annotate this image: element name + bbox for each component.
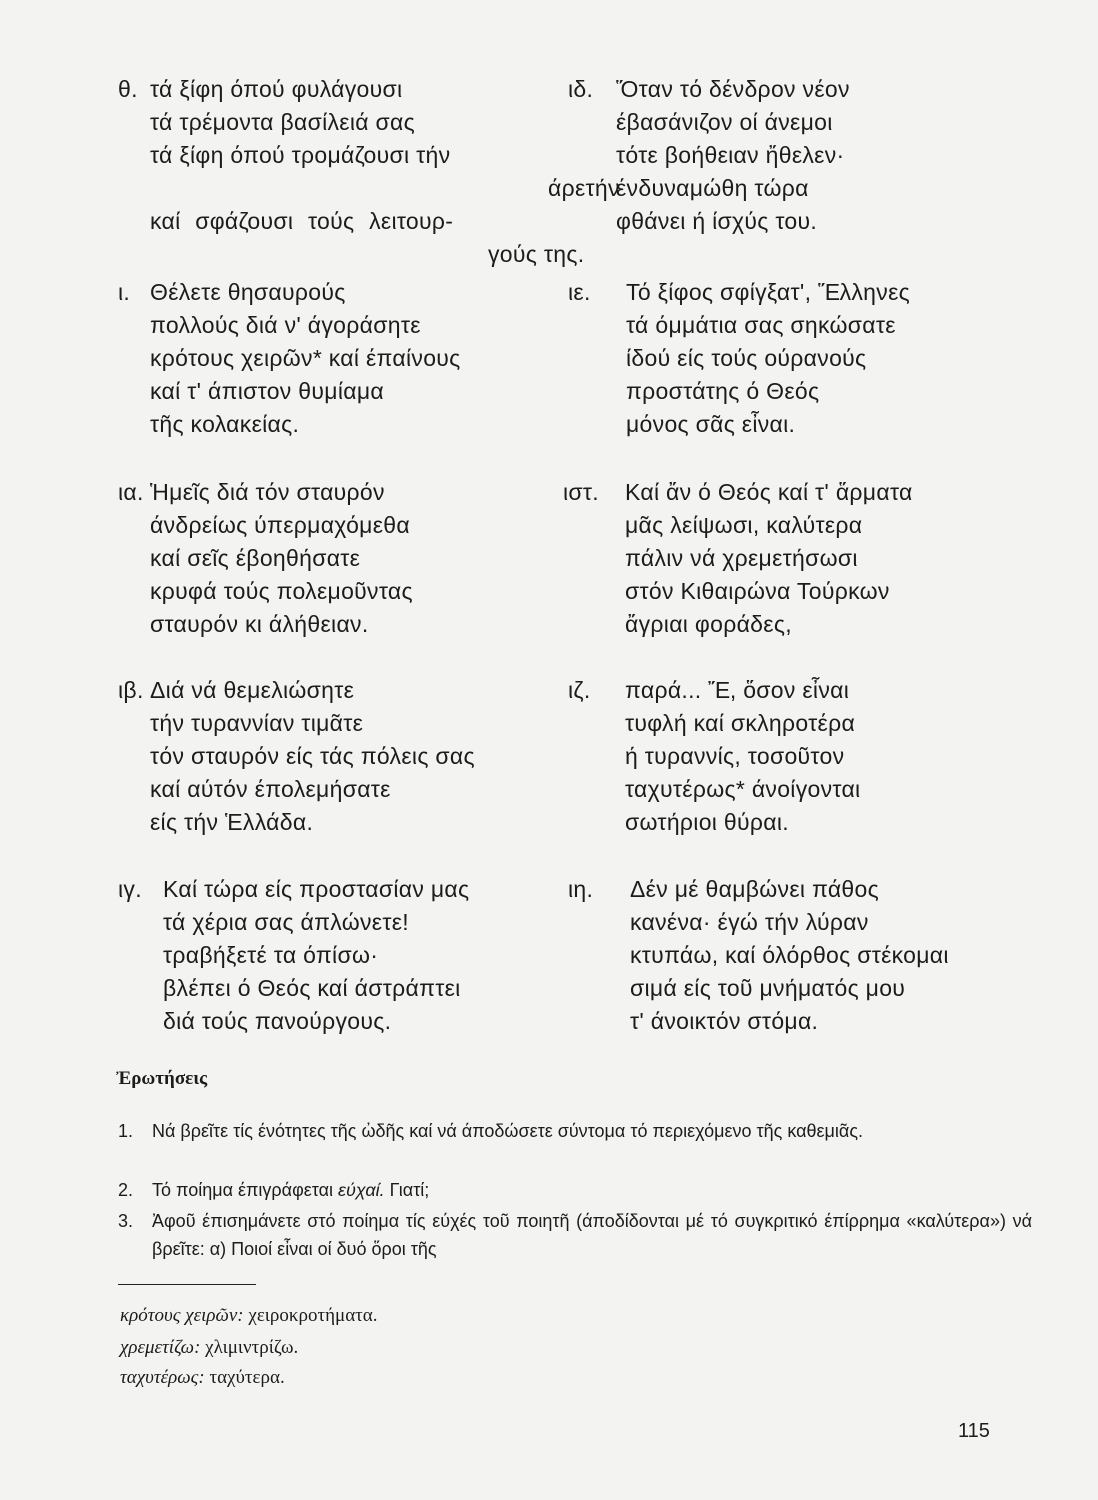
verse-line: ἄγριαι φοράδες, — [625, 611, 792, 637]
verse-line: ταχυτέρως* άνοίγονται — [625, 776, 861, 802]
stanza-number: ι. — [118, 279, 131, 305]
verse-line: τήν τυραννίαν τιμᾶτε — [150, 710, 364, 736]
question-number: 3. — [118, 1211, 134, 1231]
verse-line: στόν Κιθαιρώνα Τούρκων — [625, 578, 890, 604]
verse-line: τ' άνοικτόν στόμα. — [630, 1008, 819, 1034]
verse-line: φθάνει ή ίσχύς του. — [616, 208, 818, 234]
footnote-term: χρεμετίζω: — [120, 1337, 201, 1358]
verse-line: τραβήξετέ τα όπίσω· — [163, 942, 379, 968]
footnote-divider — [118, 1284, 256, 1285]
footnote-definition: ταχύτερα. — [209, 1367, 285, 1388]
footnote — [120, 1334, 298, 1362]
verse-line: κρότους χειρῶν* καί έπαίνους — [150, 345, 461, 371]
verse-line: προστάτης ό Θεός — [626, 378, 820, 404]
stanza-number: ιστ. — [563, 479, 599, 505]
stanza-number: ιη. — [568, 876, 594, 902]
verse-line: Διά νά θεμελιώσητε — [150, 677, 355, 703]
poem-title-italic: εύχαί. — [338, 1180, 385, 1200]
verse-line: Δέν μέ θαμβώνει πάθος — [630, 876, 879, 902]
verse-line: γούς της. — [488, 241, 585, 267]
verse-line: άνδρείως ύπερμαχόμεθα — [150, 512, 410, 538]
stanza-number: θ. — [118, 76, 138, 102]
question-text-part: Γιατί; — [384, 1180, 430, 1200]
verse-line: καί αύτόν έπολεμήσατε — [150, 776, 391, 802]
verse-line: τά τρέμοντα βασίλειά σας — [150, 109, 416, 135]
question-text-part: Τό ποίημα έπιγράφεται — [152, 1180, 339, 1200]
verse-line: σιμά είς τοῦ μνήματός μου — [630, 975, 906, 1001]
verse-line: πάλιν νά χρεμετήσωσι — [625, 545, 858, 571]
footnote-term: ταχυτέρως: — [120, 1367, 205, 1388]
verse-line: τά ξίφη όπού φυλάγουσι — [150, 76, 403, 102]
stanza-number: ια. — [118, 479, 144, 505]
verse-line: ίδού είς τούς ούρανούς — [626, 345, 867, 371]
verse-line: καί σφάζουσι τούς λειτουρ- — [150, 208, 454, 234]
verse-line: κτυπάω, καί όλόρθος στέκομαι — [630, 942, 949, 968]
footnote — [120, 1302, 378, 1330]
footnote-definition: χειροκροτήματα. — [248, 1305, 378, 1326]
verse-line: ή τυραννίς, τοσοῦτον — [625, 743, 845, 769]
verse-line: διά τούς πανούργους. — [163, 1008, 392, 1034]
verse-line: καί σεῖς έβοηθήσατε — [150, 545, 361, 571]
verse-line: τυφλή καί σκληροτέρα — [625, 710, 856, 736]
verse-line: τόν σταυρόν είς τάς πόλεις σας — [150, 743, 475, 769]
verse-line: Ἡμεῖς διά τόν σταυρόν — [150, 479, 385, 505]
verse-line: κρυφά τούς πολεμοῦντας — [150, 578, 413, 604]
questions-heading: Ἐρωτήσεις — [116, 1068, 208, 1089]
question-number: 1. — [118, 1121, 134, 1141]
verse-line: σωτήριοι θύραι. — [625, 809, 789, 835]
stanza-number: ιζ. — [568, 677, 591, 703]
verse-line: τά όμμάτια σας σηκώσατε — [626, 312, 896, 338]
verse-line: μᾶς λείψωσι, καλύτερα — [625, 512, 863, 538]
verse-line: ένδυναμώθη τώρα — [616, 175, 809, 201]
verse-line: Θέλετε θησαυρούς — [150, 279, 346, 305]
stanza-number: ιγ. — [118, 876, 142, 902]
verse-line: έβασάνιζον οί άνεμοι — [616, 109, 833, 135]
verse-line: τά χέρια σας άπλώνετε! — [163, 909, 409, 935]
verse-line: Ὅταν τό δένδρον νέον — [616, 76, 850, 102]
verse-line: τότε βοήθειαν ἤθελεν· — [616, 142, 845, 168]
verse-line: τά ξίφη όπού τρομάζουσι τήν — [150, 142, 451, 168]
verse-line: άρετήν — [548, 175, 620, 201]
page-number: 115 — [958, 1420, 990, 1442]
question-number: 2. — [118, 1180, 134, 1200]
question-text — [152, 1176, 1032, 1204]
verse-line: πολλούς διά ν' άγοράσητε — [150, 312, 421, 338]
footnote-term: κρότους χειρῶν: — [120, 1305, 244, 1326]
verse-line: παρά... Ἔ, ὅσον εἶναι — [625, 677, 850, 703]
verse-line: σταυρόν κι άλήθειαν. — [150, 611, 369, 637]
verse-line: είς τήν Ἑλλάδα. — [150, 809, 314, 835]
verse-line: κανένα· έγώ τήν λύραν — [630, 909, 869, 935]
verse-line: βλέπει ό Θεός καί άστράπτει — [163, 975, 461, 1001]
question-text: Νά βρεῖτε τίς ένότητες τῆς ὠδῆς καί νά άποδώσετε σύντομα τό περιεχόμενο τῆς καθεμιᾶς. — [152, 1121, 864, 1141]
verse-line: καί τ' άπιστον θυμίαμα — [150, 378, 384, 404]
stanza-number: ιδ. — [568, 76, 594, 102]
verse-line: μόνος σᾶς εἶναι. — [626, 411, 796, 437]
stanza-number: ιβ. — [118, 677, 144, 703]
footnote-definition: χλιμιντρίζω. — [205, 1337, 299, 1358]
verse-line: Καί τώρα είς προστασίαν μας — [163, 876, 470, 902]
footnote — [120, 1364, 285, 1392]
stanza-number: ιε. — [568, 279, 591, 305]
question-text: Ἀφοῦ έπισημάνετε στό ποίημα τίς εύχές τοῦ ποιητῆ (άποδίδονται μέ τό συγκριτικό έπίρρημα «καλύτερα») νά βρεῖτε: α) Ποιοί εἶναι οί δυό ὅροι τῆς — [152, 1211, 1032, 1259]
verse-line: Τό ξίφος σφίγξατ', Ἕλληνες — [626, 279, 911, 305]
verse-line: τῆς κολακείας. — [150, 411, 300, 437]
verse-line: Καί ἄν ό Θεός καί τ' ἅρματα — [625, 479, 913, 505]
